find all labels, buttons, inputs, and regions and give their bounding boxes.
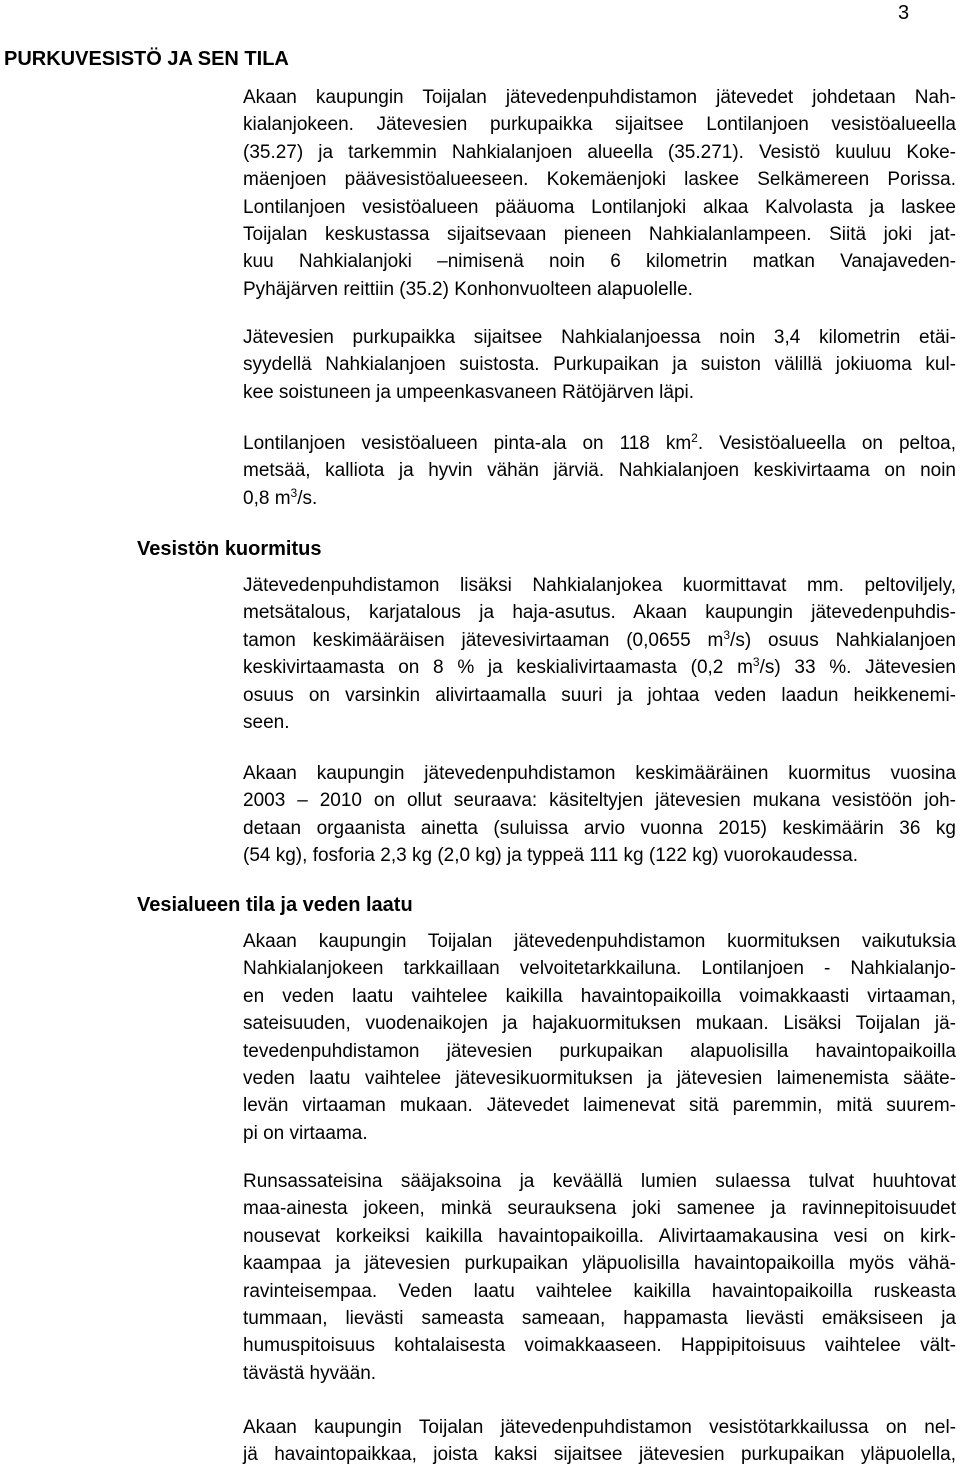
text-line: tamon keskimääräisen jätevesivirtaaman (0,0655 $m^3/s$) osuus Nahkialanjoen: [243, 627, 956, 651]
text-line: kaampaa ja jätevesien purkupaikan yläpuolisilla havaintopaikoilla myös vähä-: [243, 1253, 956, 1275]
text-line: Jätevedenpuhdistamon lisäksi Nahkialanjokea kuormittavat mm. peltoviljely,: [243, 575, 956, 596]
paragraph-catchment-area: [243, 430, 956, 512]
text-line: detaan orgaanista ainetta (suluissa arvio vuonna 2015) keskimäärin 36 kg: [243, 817, 956, 839]
text-line: Akaan kaupungin Toijalan jätevedenpuhdistamon kuormituksen vaikutuksia: [243, 931, 956, 952]
text-line: keskivirtaamasta on 8 % ja keskialivirtaamasta (0,2 $m^3/s$) 33 %. Jätevesien: [243, 655, 956, 679]
text-line: tevedenpuhdistamon jätevesien purkupaikan alapuolisilla havaintopaikoilla: [243, 1040, 956, 1062]
text-line: jä havaintopaikkaa, joista kaksi sijaitsee jätevesien purkupaikan yläpuolella,: [243, 1444, 956, 1466]
text-line: kuu Nahkialanjoki –nimisenä noin 6 kilometrin matkan Vanajaveden-: [243, 251, 956, 273]
page-number: 3: [898, 2, 910, 24]
text-line: kialanjokeen. Jätevesien purkupaikka sijaitsee Lontilanjoen vesistöalueella: [243, 114, 956, 136]
page-title: PURKUVESISTÖ JA SEN TILA: [4, 48, 289, 70]
paragraph-monitoring: [243, 928, 956, 1147]
paragraph-flood-conditions: [243, 1168, 956, 1387]
paragraph-observation-sites: [243, 1414, 956, 1469]
text-line: tummaan, lievästi sameasta sameaan, happamasta lievästi emäksiseen ja: [243, 1308, 956, 1330]
text-line: pi on virtaama.: [243, 1122, 368, 1144]
text-line: mäenjoen päävesistöalueeseen. Kokemäenjoki laskee Selkämereen Porissa.: [243, 169, 956, 191]
text-line: 2003 – 2010 on ollut seuraava: käsiteltyjen jätevesien mukana vesistöön joh-: [243, 790, 956, 812]
text-line: seen.: [243, 712, 290, 734]
text-line: osuus on varsinkin alivirtaamalla suuri ja johtaa veden laadun heikkenemi-: [243, 684, 956, 706]
text-line: ravinteisempaa. Veden laatu vaihtelee kaikilla havaintopaikoilla ruskeasta: [243, 1280, 956, 1302]
text-line: nousevat korkeiksi kaikilla havaintopaikoilla. Alivirtaamakausina vesi on kirk-: [243, 1225, 956, 1247]
text-line: maa-ainesta jokeen, minkä seurauksena joki samenee ja ravinnepitoisuudet: [243, 1198, 956, 1220]
text-line: (35.27) ja tarkemmin Nahkialanjoen alueella (35.271). Vesistö kuuluu Koke-: [243, 141, 956, 163]
paragraph-average-load: [243, 760, 956, 870]
text-line: Akaan kaupungin Toijalan jätevedenpuhdistamon vesistötarkkailussa on nel-: [243, 1417, 956, 1438]
text-line: Akaan kaupungin Toijalan jätevedenpuhdistamon jätevedet johdetaan Nah-: [243, 87, 956, 108]
text-line: tävästä hyvään.: [243, 1362, 377, 1384]
text-line: (54 kg), fosforia 2,3 kg (2,0 kg) ja typpeä 111 kg (122 kg) vuorokaudessa.: [243, 845, 859, 867]
text-line: Akaan kaupungin jätevedenpuhdistamon keskimääräinen kuormitus vuosina: [243, 763, 956, 784]
text-line: 0,8 $m^3/s$.: [243, 485, 318, 509]
paragraph-load-sources: [243, 572, 956, 736]
text-line: Lontilanjoen vesistöalueen pääuoma Lontilanjoki alkaa Kalvolasta ja laskee: [243, 196, 956, 218]
text-line: veden laatu vaihtelee jätevesikuormituksen ja jätevesien laimenemista sääte-: [243, 1068, 956, 1090]
text-line: Pyhäjärven reittiin (35.2) Konhonvuolteen alapuolelle.: [243, 278, 693, 300]
text-line: Toijalan keskustassa sijaitsevaan pieneen Nahkialanlampeen. Siitä joki jat-: [243, 224, 956, 246]
text-line: Nahkialanjokeen tarkkaillaan velvoitetarkkailuna. Lontilanjoen - Nahkialanjo-: [243, 958, 956, 980]
text-line: kee soistuneen ja umpeenkasvaneen Rätöjärven läpi.: [243, 381, 695, 403]
text-line: Jätevesien purkupaikka sijaitsee Nahkialanjoessa noin 3,4 kilometrin etäi-: [243, 327, 956, 348]
text-line: en veden laatu vaihtelee kaikilla havaintopaikoilla voimakkaasti virtaaman,: [243, 985, 956, 1007]
text-line: Lontilanjoen vesistöalueen pinta-ala on 118 $km^2$. Vesistöalueella on peltoa,: [243, 431, 956, 454]
section-heading-load: Vesistön kuormitus: [137, 538, 322, 560]
text-line: humuspitoisuus kohtalaisesta voimakkaaseen. Happipitoisuus vaihtelee vält-: [243, 1335, 956, 1357]
paragraph-intro: [243, 84, 956, 303]
text-line: Runsassateisina sääjaksoina ja keväällä lumien sulaessa tulvat huuhtovat: [243, 1171, 956, 1192]
section-heading-water-quality: Vesialueen tila ja veden laatu: [137, 894, 413, 916]
text-line: sateisuuden, vuodenaikojen ja hajakuormituksen mukaan. Lisäksi Toijalan jä-: [243, 1013, 956, 1035]
text-line: levän virtaaman mukaan. Jätevedet laimenevat sitä paremmin, mitä suurem-: [243, 1095, 956, 1117]
paragraph-discharge-location: [243, 324, 956, 406]
text-line: metsää, kalliota ja hyvin vähän järviä. Nahkialanjoen keskivirtaama on noin: [243, 460, 956, 482]
text-line: syydellä Nahkialanjoen suistosta. Purkupaikan ja suiston välillä jokiuoma kul-: [243, 354, 956, 376]
text-line: metsätalous, karjatalous ja haja-asutus. Akaan kaupungin jätevedenpuhdis-: [243, 602, 956, 624]
